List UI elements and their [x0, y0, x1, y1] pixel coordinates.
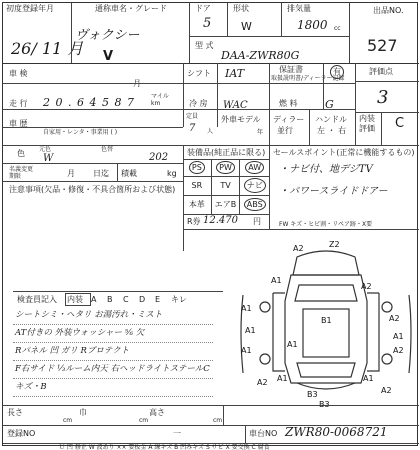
first-reg-label: 初度登録年月: [6, 4, 54, 13]
handle-label: ハンドル: [315, 115, 347, 124]
damage-diagram: [233, 231, 419, 409]
warranty-mark: 有: [333, 67, 341, 76]
auction-sheet: [2, 2, 418, 450]
damage-mark: A2: [257, 378, 268, 387]
length-unit: cm: [63, 417, 73, 424]
color-no-value: 202: [149, 152, 169, 163]
damage-mark: A2: [361, 282, 372, 291]
name-change-label: 名義変更: [9, 166, 34, 173]
model-name-value: ヴォクシー: [75, 28, 140, 43]
inspector-line: F右サイド ⅓ルーム内天 右ヘッドライトステールC: [15, 364, 210, 374]
handle-value: 左 ・ 右: [317, 126, 347, 135]
displacement-label: 排気量: [287, 4, 311, 13]
equipment-item: ナビ: [240, 177, 269, 195]
shape-label: 形状: [233, 4, 249, 13]
color-no-label: 色替: [101, 146, 114, 153]
inspector-choice: D: [139, 295, 146, 304]
equipment-item: ABS: [240, 196, 269, 214]
height-label: 高さ: [149, 408, 165, 417]
equipment-title: 装備品(純正品に限る): [187, 148, 266, 157]
recycle-ticket-unit: 円: [253, 217, 261, 226]
door-value: 5: [203, 16, 212, 31]
ac-label: 冷 房: [189, 99, 208, 108]
recycle-ticket-value: 12.470: [203, 215, 238, 226]
shift-label: シフト: [187, 69, 211, 78]
mileage-label: 走 行: [9, 99, 28, 108]
capacity-unit: 人: [207, 128, 214, 135]
equipment-item: エアB: [212, 196, 241, 214]
shift-value: IAT: [225, 67, 245, 80]
notes-title: 注意事項(欠品・修復・不具合箇所および状態): [9, 185, 176, 194]
displacement-unit: cc: [334, 25, 341, 32]
damage-mark: A1: [393, 332, 404, 341]
damage-mark: A1: [245, 326, 256, 335]
footer-legend: Ｕ 凹 修正 W 波あり ×× 要板金 A 線キズ B 凹みキズ S サビ X 要交換 C 腐食: [59, 444, 270, 450]
equipment-item: PS: [183, 159, 212, 177]
width-label: 巾: [79, 408, 87, 417]
shape-value: W: [241, 20, 252, 33]
original-color-label: 元色: [39, 146, 52, 153]
inspector-choice: A: [91, 295, 97, 304]
interior-sub: 評価: [359, 124, 375, 133]
inspection-label: 車 検: [9, 69, 28, 78]
deadline-month: 月: [67, 169, 75, 178]
chassis-value: ZWR80-0068721: [285, 425, 388, 439]
inspector-line: キズ・B: [15, 382, 47, 392]
model-code-value: DAA-ZWR80G: [221, 49, 300, 62]
reg-no-dash: 一: [173, 429, 181, 438]
first-reg-value: 26/ 11 月: [11, 39, 84, 58]
load-label: 積載: [121, 169, 137, 178]
door-label: ドア: [195, 4, 211, 13]
fuel-label: 燃 料: [279, 99, 298, 108]
rating-label: 評価点: [369, 67, 393, 76]
displacement-value: 1800: [297, 18, 328, 32]
color-label: 色: [17, 149, 25, 158]
damage-mark: A2: [381, 386, 392, 395]
rating-value: 3: [377, 87, 389, 108]
inspector-line: Rパネル 凹 ガリ Rプロテクト: [15, 346, 130, 356]
equipment-item: 本革: [183, 196, 212, 214]
inspector-choice: C: [123, 295, 129, 304]
capacity-label: 定員: [186, 113, 199, 120]
damage-mark: B3: [307, 390, 318, 399]
mileage-value: 2 0 . 6 4 5 8 7: [43, 96, 135, 109]
lot-label: 出品NO.: [373, 6, 404, 15]
model-name-label: 通称車名・グレード: [95, 4, 167, 13]
import-model-sub: 年: [257, 129, 264, 136]
model-code-label: 型 式: [195, 41, 214, 50]
damage-mark: B1: [321, 316, 332, 325]
original-color-value: W: [43, 153, 54, 164]
damage-mark: A1: [241, 304, 252, 313]
damage-mark: A2: [293, 244, 304, 253]
damage-mark: A1: [363, 374, 374, 383]
interior-label: 内装: [359, 114, 375, 123]
import-model-label: 外車モデル: [221, 115, 261, 124]
equipment-item: SR: [183, 177, 212, 195]
damage-mark: A1: [277, 374, 288, 383]
history-label: 車 歴: [9, 119, 28, 128]
history-options: 自家用・レンタ・事業用 ( ): [43, 129, 118, 136]
sales-point-1: ・ナビ付、地デジTV: [279, 164, 373, 175]
damage-mark: A1: [271, 276, 282, 285]
reg-no-label: 登録NO: [7, 429, 36, 438]
width-unit: cm: [139, 417, 149, 424]
lot-value: 527: [367, 36, 398, 55]
damage-mark: A1: [241, 346, 252, 355]
fuel-value: G: [325, 98, 334, 111]
dealer-label: ディラー: [273, 115, 305, 124]
load-unit: kg: [167, 169, 177, 178]
sales-point-2: ・パワースライドドアー: [279, 186, 388, 197]
inspector-line: シートシミ・ヘタリ お湯汚れ・ミスト: [15, 310, 163, 320]
inspector-choice: E: [155, 295, 161, 304]
equipment-item: AW: [240, 159, 269, 177]
mileage-unit: マイル km: [151, 93, 169, 107]
inspector-choice: B: [107, 295, 113, 304]
damage-mark: B3: [319, 400, 330, 409]
inspector-choice: 内装: [67, 295, 83, 304]
damage-mark: A1: [287, 340, 298, 349]
damage-mark: Z2: [329, 240, 340, 249]
damage-mark: A2: [393, 346, 404, 355]
chassis-label: 車台NO: [249, 429, 278, 438]
warranty-sub: 取扱説明書/ディーラー記録: [271, 75, 345, 82]
inspector-line: AT付きの 外装ウォッシャー ⅚ 欠: [15, 328, 145, 338]
height-unit: cm: [213, 417, 223, 424]
length-label: 長さ: [7, 408, 23, 417]
warranty-label: 保証書: [279, 65, 303, 74]
ac-value: WAC: [223, 100, 248, 111]
inspection-month: 月: [133, 79, 141, 88]
damage-mark: A2: [389, 314, 400, 323]
inspector-label: 検査員記入: [17, 295, 57, 304]
deadline-label: 期限: [9, 173, 22, 180]
equipment-item: TV: [212, 177, 241, 195]
equipment-item: PW: [212, 159, 241, 177]
deadline-day: 日迄: [93, 169, 109, 178]
capacity-value: 7: [189, 123, 196, 134]
sales-points-title: セールスポイント(正常に機能するもの): [273, 148, 415, 157]
dealer-sub: 並行: [277, 126, 293, 135]
grade-value: V: [103, 49, 114, 64]
interior-value: C: [395, 116, 405, 131]
inspector-choice: キレ: [171, 295, 187, 304]
damage-legend-top: FW キズ・ヒビ割・リペア跡・X要: [279, 221, 373, 228]
recycle-ticket-label: R券: [187, 217, 201, 226]
